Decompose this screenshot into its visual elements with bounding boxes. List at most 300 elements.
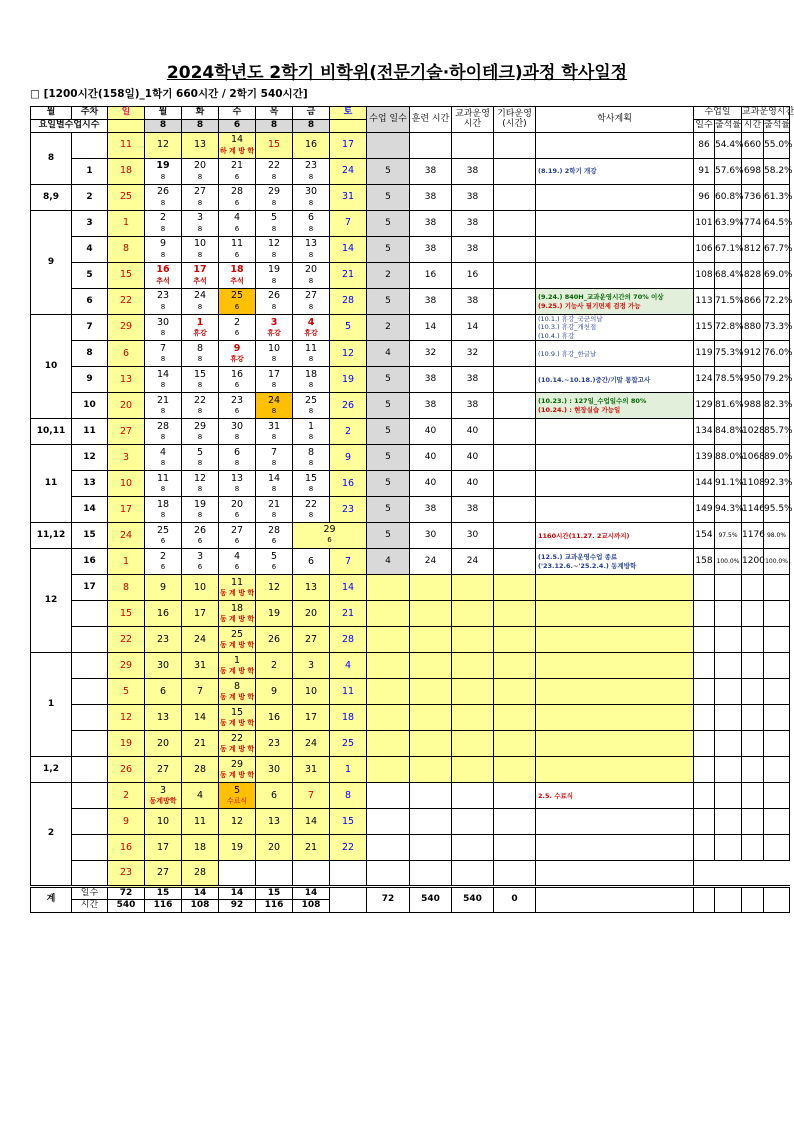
day-hours: 8 bbox=[271, 407, 277, 416]
date-cell bbox=[108, 731, 145, 757]
class-days-cell bbox=[367, 809, 410, 835]
day-hours: 8 bbox=[271, 276, 277, 285]
cum-c2: 60.8% bbox=[715, 185, 742, 211]
date-cell bbox=[182, 159, 219, 185]
vacation-note: 동 계 방 학 bbox=[219, 745, 255, 754]
date-number: 20 bbox=[193, 160, 207, 172]
week-cell bbox=[72, 679, 108, 705]
train-cell bbox=[410, 133, 452, 159]
cum-c3: 1146 bbox=[742, 497, 764, 523]
date-cell bbox=[219, 783, 256, 809]
date-cell bbox=[330, 185, 367, 211]
class-days-cell bbox=[367, 705, 410, 731]
cum-empty bbox=[715, 705, 742, 731]
date-number: 6 bbox=[307, 555, 315, 567]
class-days-header: 수업 일수 bbox=[367, 107, 410, 133]
day-hours: 8 bbox=[308, 250, 314, 259]
date-cell bbox=[256, 523, 293, 549]
op-cell bbox=[452, 679, 494, 705]
day-note: 추석 bbox=[156, 276, 170, 285]
date-number: 27 bbox=[304, 290, 318, 302]
date-number: 19 bbox=[267, 607, 281, 619]
day-hours: 6 bbox=[234, 329, 240, 338]
month-cell: 12 bbox=[31, 549, 72, 653]
day-header: 월 bbox=[145, 107, 182, 120]
date-number: 4 bbox=[159, 446, 167, 458]
date-cell bbox=[293, 783, 330, 809]
date-number: 11 bbox=[230, 576, 244, 588]
etc-cell bbox=[494, 653, 536, 679]
daily-hours: 6 bbox=[219, 120, 256, 133]
date-number: 12 bbox=[267, 238, 281, 250]
date-number: 27 bbox=[230, 524, 244, 536]
date-number: 11 bbox=[156, 472, 170, 484]
cum-c4: 69.0% bbox=[764, 263, 790, 289]
day-hours: 8 bbox=[308, 433, 314, 442]
date-cell bbox=[256, 757, 293, 783]
cum-c4: 67.7% bbox=[764, 237, 790, 263]
cum-c1: 139 bbox=[694, 445, 715, 471]
plan-cell bbox=[536, 185, 694, 211]
date-number: 31 bbox=[193, 659, 207, 671]
cum-empty bbox=[694, 575, 715, 601]
date-cell bbox=[108, 263, 145, 289]
class-days-cell bbox=[367, 601, 410, 627]
date-number: 17 bbox=[341, 139, 355, 151]
date-cell bbox=[219, 237, 256, 263]
cum-c2: 100.0% bbox=[715, 549, 742, 575]
total-hours: 540 bbox=[108, 900, 145, 913]
date-cell bbox=[256, 835, 293, 861]
week-cell: 6 bbox=[72, 289, 108, 315]
date-number: 14 bbox=[156, 368, 170, 380]
date-cell bbox=[145, 341, 182, 367]
cum-c3: 1176 bbox=[742, 523, 764, 549]
date-number: 11 bbox=[119, 139, 133, 151]
op-cell: 38 bbox=[452, 393, 494, 419]
date-number: 20 bbox=[304, 607, 318, 619]
plan-header: 학사계획 bbox=[536, 107, 694, 133]
date-cell bbox=[145, 471, 182, 497]
plan-cell bbox=[536, 653, 694, 679]
cum-empty bbox=[764, 783, 790, 809]
cum-empty bbox=[715, 731, 742, 757]
op-cell bbox=[452, 835, 494, 861]
plan-cell bbox=[367, 861, 410, 887]
date-cell bbox=[256, 341, 293, 367]
date-number: 15 bbox=[193, 368, 207, 380]
page-title: 2024학년도 2학기 비학위(전문기술·하이테크)과정 학사일정 bbox=[166, 63, 628, 83]
day-hours: 6 bbox=[160, 563, 166, 572]
cum-c2: 78.5% bbox=[715, 367, 742, 393]
week-cell: 10 bbox=[72, 393, 108, 419]
day-hours: 8 bbox=[160, 224, 166, 233]
day-hours: 6 bbox=[234, 537, 240, 546]
op-hours-header: 교과운영 시간 bbox=[452, 107, 494, 133]
day-hours: 8 bbox=[271, 172, 277, 181]
date-number: 28 bbox=[341, 295, 355, 307]
date-number: 7 bbox=[196, 685, 204, 697]
day-note: 휴강 bbox=[304, 329, 318, 338]
class-days-cell: 5 bbox=[367, 289, 410, 315]
cum-empty bbox=[742, 653, 764, 679]
date-cell bbox=[182, 471, 219, 497]
class-days-cell: 5 bbox=[367, 185, 410, 211]
date-number: 9 bbox=[159, 238, 167, 250]
month-cell: 11 bbox=[31, 445, 72, 523]
cum-c3: 988 bbox=[742, 393, 764, 419]
plan-cell bbox=[536, 263, 694, 289]
cum-c3: 912 bbox=[742, 341, 764, 367]
class-days-cell bbox=[367, 731, 410, 757]
date-number: 15 bbox=[119, 269, 133, 281]
date-number: 5 bbox=[344, 321, 352, 333]
cum-empty bbox=[764, 653, 790, 679]
date-number: 14 bbox=[304, 815, 318, 827]
week-cell: 17 bbox=[72, 575, 108, 601]
cum-c2: 97.5% bbox=[715, 523, 742, 549]
date-number: 30 bbox=[156, 659, 170, 671]
date-number: 22 bbox=[341, 841, 355, 853]
date-cell bbox=[145, 757, 182, 783]
date-cell bbox=[145, 159, 182, 185]
date-number: 12 bbox=[341, 347, 355, 359]
date-cell bbox=[145, 315, 182, 341]
plan-item: 1160시간(11.27. 2교시까지) bbox=[538, 531, 630, 540]
date-number: 2 bbox=[344, 425, 352, 437]
class-days-cell bbox=[219, 861, 256, 887]
daily-hours-label: 요일별수업시수 bbox=[31, 120, 108, 133]
date-number: 4 bbox=[233, 550, 241, 562]
date-cell bbox=[182, 185, 219, 211]
op-cell: 38 bbox=[452, 211, 494, 237]
train-cell bbox=[410, 757, 452, 783]
etc-cell bbox=[494, 133, 536, 159]
date-cell bbox=[293, 523, 367, 549]
date-cell bbox=[108, 315, 145, 341]
train-cell bbox=[256, 861, 293, 887]
total-days: 15 bbox=[145, 887, 182, 900]
cum-empty bbox=[715, 627, 742, 653]
date-number: 6 bbox=[159, 685, 167, 697]
day-hours: 6 bbox=[234, 302, 240, 311]
date-cell bbox=[330, 705, 367, 731]
cum-empty bbox=[694, 809, 715, 835]
blank-cell bbox=[764, 887, 790, 913]
date-number: 13 bbox=[156, 711, 170, 723]
date-number: 26 bbox=[119, 763, 133, 775]
cum-c1: 124 bbox=[694, 367, 715, 393]
date-number: 9 bbox=[233, 342, 241, 354]
vacation-note: 하 계 방 학 bbox=[219, 146, 255, 155]
date-cell bbox=[108, 445, 145, 471]
date-number: 7 bbox=[344, 217, 352, 229]
day-hours: 8 bbox=[308, 485, 314, 494]
date-cell bbox=[108, 549, 145, 575]
date-cell bbox=[219, 523, 256, 549]
date-number: 9 bbox=[122, 815, 130, 827]
date-number: 5 bbox=[270, 212, 278, 224]
etc-cell bbox=[494, 809, 536, 835]
etc-cell bbox=[494, 731, 536, 757]
etc-cell bbox=[494, 393, 536, 419]
blank-cell bbox=[536, 887, 694, 913]
day-note: 동계방학 bbox=[149, 797, 177, 806]
total-train: 540 bbox=[410, 887, 452, 913]
date-number: 5 bbox=[270, 550, 278, 562]
cum-c1: 144 bbox=[694, 471, 715, 497]
train-cell bbox=[410, 575, 452, 601]
cum-empty bbox=[536, 861, 694, 887]
date-cell bbox=[219, 679, 256, 705]
date-cell bbox=[293, 497, 330, 523]
date-cell bbox=[293, 679, 330, 705]
date-cell bbox=[219, 133, 256, 159]
date-number: 11 bbox=[193, 815, 207, 827]
date-number: 5 bbox=[233, 784, 241, 796]
op-cell bbox=[452, 133, 494, 159]
page-subtitle: □ [1200시간(158일)_1학기 660시간 / 2학기 540시간] bbox=[30, 88, 308, 100]
date-number: 19 bbox=[267, 264, 281, 276]
plan-item: (10.24.) : 현장실습 가능일 bbox=[538, 405, 621, 414]
sub-rate2: 출석률 bbox=[764, 120, 790, 133]
op-cell bbox=[452, 653, 494, 679]
date-cell bbox=[293, 471, 330, 497]
plan-cell bbox=[536, 289, 694, 315]
day-hours: 8 bbox=[160, 250, 166, 259]
date-number: 28 bbox=[193, 763, 207, 775]
day-hours: 8 bbox=[271, 224, 277, 233]
month-cell: 10,11 bbox=[31, 419, 72, 445]
cum-c3: 1028 bbox=[742, 419, 764, 445]
date-number: 14 bbox=[341, 581, 355, 593]
date-cell bbox=[145, 263, 182, 289]
cum-c3: 828 bbox=[742, 263, 764, 289]
date-cell bbox=[145, 601, 182, 627]
train-hours-header: 훈련 시간 bbox=[410, 107, 452, 133]
date-number: 29 bbox=[323, 523, 336, 535]
date-cell bbox=[108, 757, 145, 783]
cum-empty bbox=[742, 809, 764, 835]
day-hours: 6 bbox=[234, 198, 240, 207]
day-note: 추석 bbox=[193, 276, 207, 285]
train-cell: 24 bbox=[410, 549, 452, 575]
plan-cell bbox=[536, 627, 694, 653]
date-number: 24 bbox=[193, 290, 207, 302]
cum-c2: 54.4% bbox=[715, 133, 742, 159]
train-cell: 40 bbox=[410, 419, 452, 445]
date-number: 25 bbox=[304, 394, 318, 406]
date-cell bbox=[145, 679, 182, 705]
day-hours: 8 bbox=[197, 511, 203, 520]
date-cell bbox=[145, 185, 182, 211]
date-number: 15 bbox=[341, 815, 355, 827]
cum-c2: 72.8% bbox=[715, 315, 742, 341]
train-cell: 38 bbox=[410, 159, 452, 185]
date-number: 19 bbox=[193, 498, 207, 510]
train-cell bbox=[410, 705, 452, 731]
cum-c1: 115 bbox=[694, 315, 715, 341]
date-cell bbox=[145, 367, 182, 393]
day-hours: 8 bbox=[197, 250, 203, 259]
train-cell: 38 bbox=[410, 497, 452, 523]
date-cell bbox=[108, 809, 145, 835]
day-header: 목 bbox=[256, 107, 293, 120]
op-cell: 16 bbox=[452, 263, 494, 289]
day-hours: 8 bbox=[197, 302, 203, 311]
cum-c3: 880 bbox=[742, 315, 764, 341]
class-days-cell: 5 bbox=[367, 445, 410, 471]
date-cell bbox=[145, 419, 182, 445]
month-cell: 8,9 bbox=[31, 185, 72, 211]
day-hours: 8 bbox=[271, 355, 277, 364]
op-cell: 24 bbox=[452, 549, 494, 575]
day-hours: 8 bbox=[197, 355, 203, 364]
cum-empty bbox=[715, 601, 742, 627]
cum-c4: 89.0% bbox=[764, 445, 790, 471]
date-cell bbox=[145, 861, 182, 887]
date-number: 3 bbox=[196, 550, 204, 562]
day-hours: 8 bbox=[271, 250, 277, 259]
date-number: 29 bbox=[193, 420, 207, 432]
day-hours: 6 bbox=[160, 537, 166, 546]
day-hours: 6 bbox=[271, 563, 277, 572]
class-days-cell: 5 bbox=[367, 419, 410, 445]
plan-cell bbox=[536, 575, 694, 601]
cum-c3: 736 bbox=[742, 185, 764, 211]
date-number: 16 bbox=[267, 711, 281, 723]
cum-c1: 86 bbox=[694, 133, 715, 159]
plan-item: (10.4.) 휴강 bbox=[538, 331, 575, 340]
total-days-label: 일수 bbox=[72, 887, 108, 900]
cum-empty bbox=[694, 757, 715, 783]
date-cell bbox=[256, 159, 293, 185]
total-op: 540 bbox=[452, 887, 494, 913]
date-cell bbox=[293, 211, 330, 237]
vacation-note: 동 계 방 학 bbox=[219, 693, 255, 702]
day-hours: 8 bbox=[160, 172, 166, 181]
date-cell bbox=[293, 445, 330, 471]
day-note: 휴강 bbox=[230, 355, 244, 364]
date-number: 28 bbox=[230, 186, 244, 198]
day-hours: 8 bbox=[308, 407, 314, 416]
date-cell bbox=[330, 445, 367, 471]
day-hours: 6 bbox=[271, 537, 277, 546]
train-cell: 30 bbox=[410, 523, 452, 549]
cum-c4: 100.0% bbox=[764, 549, 790, 575]
class-days-cell bbox=[367, 835, 410, 861]
class-days-cell: 2 bbox=[367, 263, 410, 289]
date-number: 11 bbox=[341, 685, 355, 697]
vacation-note: 동 계 방 학 bbox=[219, 615, 255, 624]
etc-cell bbox=[494, 575, 536, 601]
date-cell bbox=[219, 471, 256, 497]
date-number: 18 bbox=[156, 498, 170, 510]
plan-cell bbox=[536, 445, 694, 471]
cum-empty bbox=[742, 627, 764, 653]
date-cell bbox=[293, 393, 330, 419]
week-cell bbox=[72, 757, 108, 783]
week-cell bbox=[72, 731, 108, 757]
date-number: 19 bbox=[119, 737, 133, 749]
date-number: 27 bbox=[304, 633, 318, 645]
week-header: 주차 bbox=[72, 107, 108, 120]
etc-cell bbox=[494, 549, 536, 575]
date-number: 18 bbox=[230, 264, 244, 276]
plan-cell bbox=[536, 679, 694, 705]
train-cell: 16 bbox=[410, 263, 452, 289]
day-hours: 8 bbox=[234, 485, 240, 494]
week-cell: 16 bbox=[72, 549, 108, 575]
date-cell bbox=[256, 419, 293, 445]
op-cell bbox=[452, 627, 494, 653]
plan-item: (12.5.) 교과운영수업 종료 bbox=[538, 553, 618, 562]
week-cell bbox=[72, 627, 108, 653]
vacation-note: 동 계 방 학 bbox=[219, 667, 255, 676]
cum-c2: 67.1% bbox=[715, 237, 742, 263]
plan-cell bbox=[536, 367, 694, 393]
date-cell bbox=[293, 757, 330, 783]
op-cell: 40 bbox=[452, 419, 494, 445]
date-cell bbox=[145, 705, 182, 731]
plan-cell bbox=[536, 783, 694, 809]
day-hours: 8 bbox=[271, 302, 277, 311]
date-number: 27 bbox=[119, 425, 133, 437]
date-cell bbox=[182, 523, 219, 549]
date-number: 9 bbox=[344, 451, 352, 463]
day-hours: 6 bbox=[234, 407, 240, 416]
day-hours: 8 bbox=[197, 433, 203, 442]
month-cell: 9 bbox=[31, 211, 72, 315]
date-cell bbox=[145, 393, 182, 419]
date-number: 5 bbox=[122, 685, 130, 697]
date-number: 24 bbox=[193, 633, 207, 645]
day-hours: 8 bbox=[160, 459, 166, 468]
day-hours: 8 bbox=[160, 511, 166, 520]
cum-c4: 58.2% bbox=[764, 159, 790, 185]
plan-cell bbox=[536, 601, 694, 627]
cum-empty bbox=[764, 835, 790, 861]
op-cell: 38 bbox=[452, 497, 494, 523]
plan-item: ('23.12.6.~'25.2.4.) 동계방학 bbox=[538, 561, 637, 570]
class-days-cell bbox=[367, 133, 410, 159]
blank-cell bbox=[742, 887, 764, 913]
train-cell: 40 bbox=[410, 445, 452, 471]
etc-cell bbox=[494, 289, 536, 315]
week-cell: 11 bbox=[72, 419, 108, 445]
date-number: 16 bbox=[230, 368, 244, 380]
class-days-cell bbox=[367, 783, 410, 809]
date-number: 22 bbox=[119, 633, 133, 645]
class-days-cell: 4 bbox=[367, 549, 410, 575]
op-cell bbox=[452, 757, 494, 783]
date-number: 15 bbox=[267, 139, 281, 151]
date-number: 26 bbox=[156, 186, 170, 198]
date-number: 7 bbox=[344, 555, 352, 567]
date-cell bbox=[108, 185, 145, 211]
date-cell bbox=[293, 341, 330, 367]
cum-empty bbox=[742, 783, 764, 809]
cum-c4: 98.0% bbox=[764, 523, 790, 549]
date-number: 2 bbox=[122, 789, 130, 801]
month-cell: 1,2 bbox=[31, 757, 72, 783]
cum-empty bbox=[694, 835, 715, 861]
date-cell bbox=[108, 575, 145, 601]
total-days: 15 bbox=[256, 887, 293, 900]
month-cell: 11,12 bbox=[31, 523, 72, 549]
day-hours: 6 bbox=[327, 536, 332, 545]
train-cell bbox=[410, 653, 452, 679]
